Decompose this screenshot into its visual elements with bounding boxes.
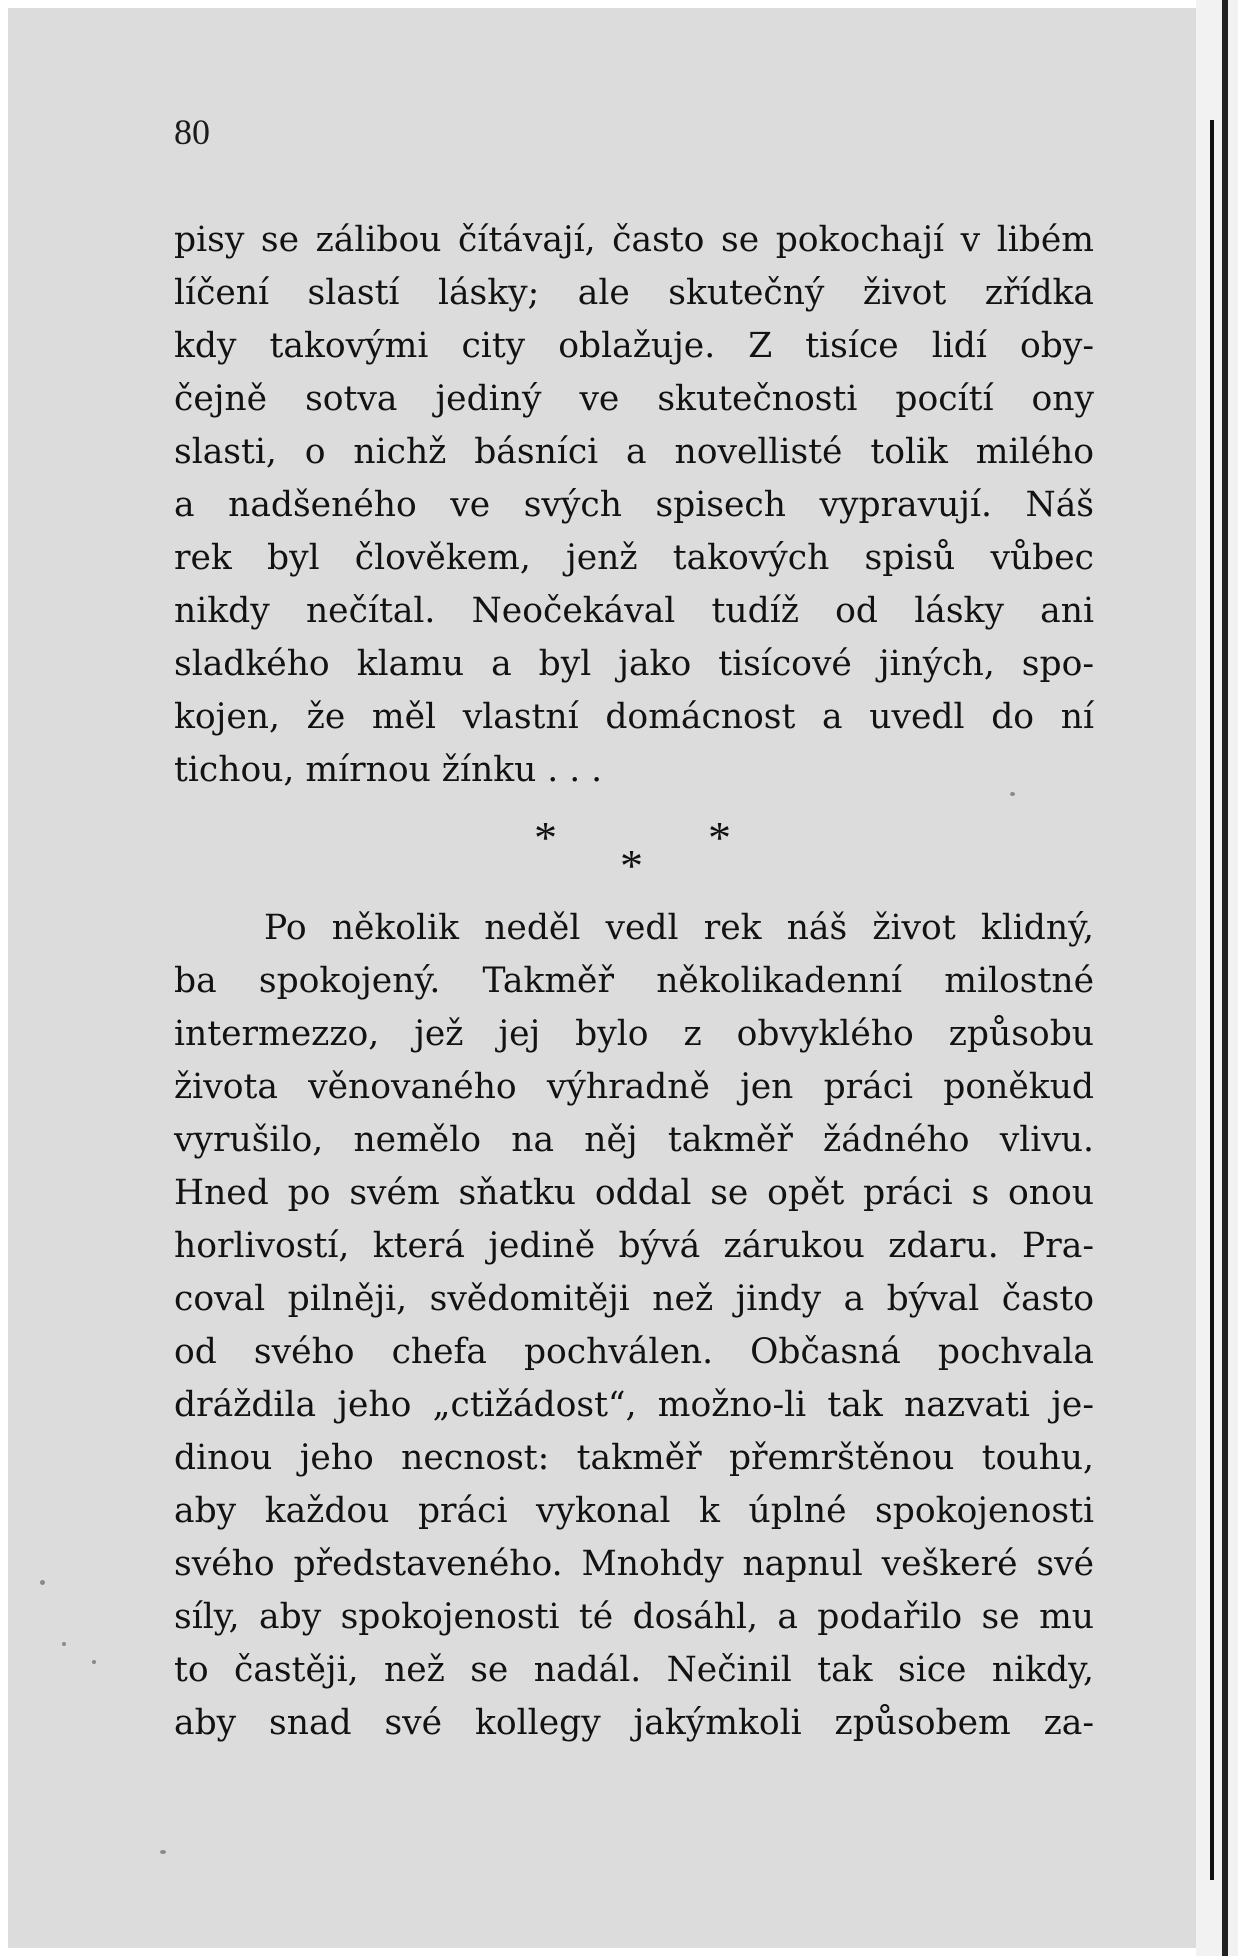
text-line: Po několik neděl vedl rek náš život klidný, [264, 908, 1094, 948]
text-line: kojen, že měl vlastní domácnost a uvedl do ní [174, 697, 1094, 737]
spine-edge [1222, 0, 1228, 1956]
text-line: ba spokojený. Takměř několikadenní milostné [174, 961, 1094, 1001]
paper-speck [62, 1642, 66, 1646]
text-line: líčení slastí lásky; ale skutečný život zřídka [174, 273, 1094, 313]
text-line: aby každou práci vykonal k úplné spokojenosti [174, 1491, 1094, 1531]
text-line: tichou, mírnou žínku . . . [174, 750, 603, 790]
text-line: vyrušilo, nemělo na něj takměř žádného vlivu. [174, 1120, 1094, 1160]
text-line: svého představeného. Mnohdy napnul veškeré své [174, 1544, 1094, 1584]
text-line: rek byl člověkem, jenž takových spisů vůbec [174, 538, 1094, 578]
page-number: 80 [174, 112, 210, 152]
book-spine [1196, 0, 1238, 1956]
text-line: horlivostí, která jedině bývá zárukou zdaru. Pra- [174, 1226, 1094, 1266]
text-line: sladkého klamu a byl jako tisícové jiných, spo- [174, 644, 1094, 684]
paper-speck [40, 1580, 45, 1585]
separator-star: * [620, 840, 643, 891]
text-line: coval pilněji, svědomitěji než jindy a býval často [174, 1279, 1094, 1319]
text-line: od svého chefa pochválen. Občasná pochvala [174, 1332, 1094, 1372]
separator-star: * [708, 812, 731, 863]
text-line: dráždila jeho „ctižádost“, možno-li tak nazvati je- [174, 1385, 1094, 1425]
text-line: kdy takovými city oblažuje. Z tisíce lidí oby- [174, 326, 1094, 366]
text-line: síly, aby spokojenosti té dosáhl, a podařilo se mu [174, 1597, 1094, 1637]
text-line: intermezzo, jež jej bylo z obvyklého způsobu [174, 1014, 1094, 1054]
paper-speck [1010, 792, 1015, 796]
text-line: slasti, o nichž básníci a novellisté tolik milého [174, 432, 1094, 472]
text-line: a nadšeného ve svých spisech vypravují. Náš [174, 485, 1094, 525]
spine-shadow-line [1210, 120, 1214, 1880]
paper-speck [160, 1850, 166, 1854]
text-line: nikdy nečítal. Neočekával tudíž od lásky ani [174, 591, 1094, 631]
text-line: aby snad své kollegy jakýmkoli způsobem za- [174, 1703, 1094, 1743]
text-line: Hned po svém sňatku oddal se opět práci s onou [174, 1173, 1094, 1213]
text-line: dinou jeho necnost: takměř přemrštěnou touhu, [174, 1438, 1094, 1478]
text-line: to častěji, než se nadál. Nečinil tak sice nikdy, [174, 1650, 1094, 1690]
text-line: pisy se zálibou čítávají, často se pokochají v libém [174, 220, 1094, 260]
text-line: života věnovaného výhradně jen práci poněkud [174, 1067, 1094, 1107]
text-line: čejně sotva jediný ve skutečnosti pocítí ony [174, 379, 1094, 419]
paper-speck [92, 1660, 96, 1664]
separator-star: * [534, 812, 557, 863]
